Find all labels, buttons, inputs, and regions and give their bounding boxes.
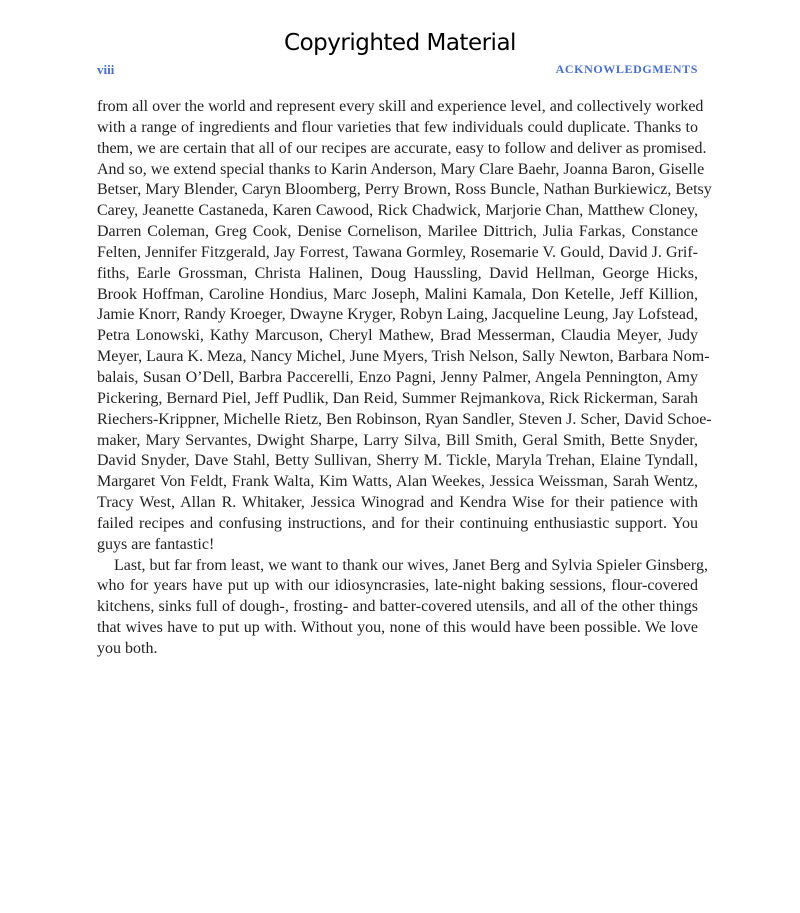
paragraph (97, 556, 708, 660)
page-number: viii (97, 62, 115, 77)
text-line: Felten, Jennifer Fitzgerald, Jay Forrest, Tawana Gormley, Rosemarie V. Gould, David J. Grif- (97, 243, 698, 261)
text-line: you both. (97, 639, 158, 657)
text-line: Riechers-Krippner, Michelle Rietz, Ben Robinson, Ryan Sandler, Steven J. Scher, David Schoe- (97, 410, 712, 428)
text-line: Jamie Knorr, Randy Kroeger, Dwayne Kryger, Robyn Laing, Jacqueline Leung, Jay Lofstead, (97, 306, 698, 324)
copyright-watermark: Copyrighted Material (284, 30, 516, 56)
body-text (97, 97, 712, 660)
text-line: failed recipes and confusing instructions, and for their continuing enthusiastic support. You (97, 514, 698, 532)
text-line: guys are fantastic! (97, 535, 215, 553)
text-line: Margaret Von Feldt, Frank Walta, Kim Watts, Alan Weekes, Jessica Weissman, Sarah Wentz, (97, 473, 698, 491)
text-line: Darren Coleman, Greg Cook, Denise Cornelison, Marilee Dittrich, Julia Farkas, Constance (97, 223, 698, 241)
running-head: ACKNOWLEDGMENTS (555, 62, 698, 76)
text-line: And so, we extend special thanks to Karin Anderson, Mary Clare Baehr, Joanna Baron, Giselle (97, 160, 705, 178)
text-line: kitchens, sinks full of dough-, frosting- and batter-covered utensils, and all of the other things (97, 598, 698, 616)
paragraph (97, 97, 712, 556)
text-line: Betser, Mary Blender, Caryn Bloomberg, Perry Brown, Ross Buncle, Nathan Burkiewicz, Betsy (97, 181, 712, 199)
text-line: fiths, Earle Grossman, Christa Halinen, Doug Haussling, David Hellman, George Hicks, (97, 264, 698, 282)
text-line: Petra Lonowski, Kathy Marcuson, Cheryl Mathew, Brad Messerman, Claudia Meyer, Judy (97, 327, 698, 345)
text-line: who for years have put up with our idiosyncrasies, late-night baking sessions, flour-covered (97, 577, 698, 595)
text-line: Brook Hoffman, Caroline Hondius, Marc Joseph, Malini Kamala, Don Ketelle, Jeff Killion, (97, 285, 698, 303)
text-line: balais, Susan O’Dell, Barbra Paccerelli, Enzo Pagni, Jenny Palmer, Angela Pennington, Amy (97, 368, 698, 386)
text-line: from all over the world and represent every skill and experience level, and collectively worked (97, 98, 704, 115)
text-line: David Snyder, Dave Stahl, Betty Sullivan, Sherry M. Tickle, Maryla Trehan, Elaine Tyndall, (97, 452, 698, 470)
text-line: maker, Mary Servantes, Dwight Sharpe, Larry Silva, Bill Smith, Geral Smith, Bette Snyder, (97, 431, 698, 449)
text-line: that wives have to put up with. Without you, none of this would have been possible. We love (97, 619, 698, 637)
text-line: Meyer, Laura K. Meza, Nancy Michel, June Myers, Trish Nelson, Sally Newton, Barbara Nom- (97, 348, 710, 366)
text-line: Tracy West, Allan R. Whitaker, Jessica Winograd and Kendra Wise for their patience with (97, 494, 698, 512)
text-line: Pickering, Bernard Piel, Jeff Pudlik, Dan Reid, Summer Rejmankova, Rick Rickerman, Sarah (97, 389, 698, 407)
text-line: Last, but far from least, we want to thank our wives, Janet Berg and Sylvia Spieler Ginsberg, (114, 556, 708, 574)
text-line: them, we are certain that all of our recipes are accurate, easy to follow and deliver as promised. (97, 139, 707, 157)
text-line: with a range of ingredients and flour varieties that few individuals could duplicate. Thanks to (97, 118, 698, 136)
text-line: Carey, Jeanette Castaneda, Karen Cawood, Rick Chadwick, Marjorie Chan, Matthew Cloney, (97, 202, 698, 220)
